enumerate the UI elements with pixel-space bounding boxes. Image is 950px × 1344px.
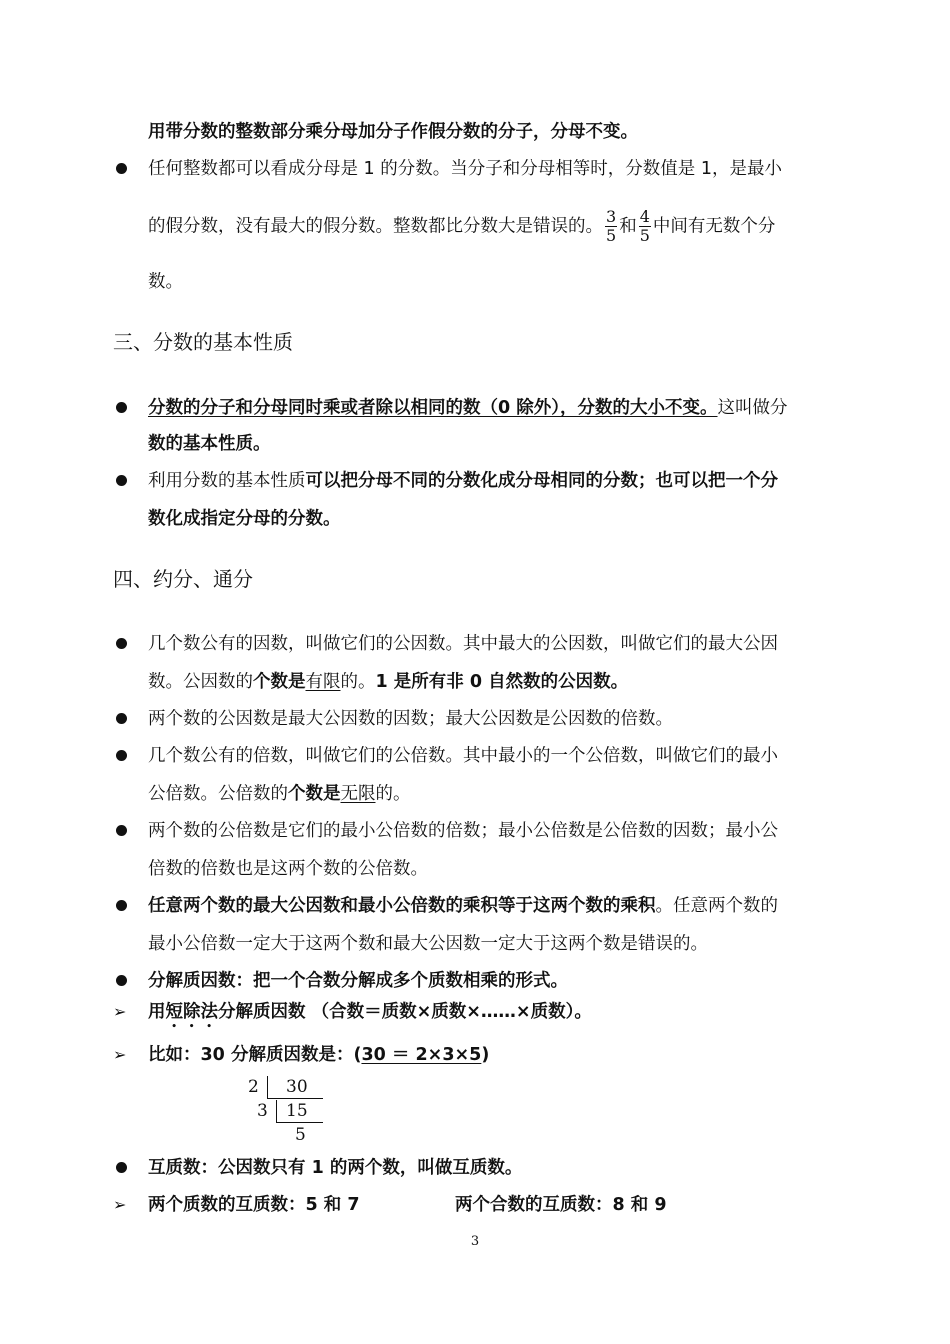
division-quotient: 5 bbox=[295, 1125, 306, 1145]
text-segment: 和 bbox=[619, 216, 637, 237]
text-segment: 的。 bbox=[340, 672, 376, 692]
text-line: 倍数的倍数也是这两个数的公倍数。 bbox=[148, 859, 428, 879]
fraction-numerator: 4 bbox=[639, 207, 650, 226]
text-segment: 公倍数。公倍数的 bbox=[148, 784, 288, 804]
text-line: 用带分数的整数部分乘分母加分子作假分数的分子，分母不变。 bbox=[148, 122, 638, 142]
text-line: 最小公倍数一定大于这两个数和最大公因数一定大于这两个数是错误的。 bbox=[148, 934, 708, 954]
text-line: 数的基本性质。 bbox=[148, 434, 271, 454]
arrow-bullet-icon: ➢ bbox=[113, 1002, 127, 1021]
bullet-icon bbox=[116, 475, 127, 486]
text-segment: 1 是所有非 0 自然数的公因数。 bbox=[375, 672, 629, 692]
text-segment: 个数是 bbox=[253, 672, 306, 692]
arrow-bullet-icon: ➢ bbox=[113, 1045, 127, 1064]
bullet-icon bbox=[116, 900, 127, 911]
text-segment: 个数是 bbox=[288, 784, 341, 804]
text-line bbox=[148, 670, 628, 694]
text-line: 分解质因数：把一个合数分解成多个质数相乘的形式。 bbox=[148, 971, 568, 991]
text-segment: 有限 bbox=[305, 672, 341, 692]
bullet-icon bbox=[116, 402, 127, 413]
arrow-bullet-icon: ➢ bbox=[113, 1195, 127, 1214]
section-heading: 四、约分、通分 bbox=[113, 567, 253, 591]
bullet-icon bbox=[116, 750, 127, 761]
text-segment: 30 ＝ 2×3×5 bbox=[361, 1045, 482, 1065]
bullet-icon bbox=[116, 163, 127, 174]
division-dividend: 15 bbox=[286, 1101, 308, 1121]
text-segment: 数。公因数的 bbox=[148, 672, 253, 692]
text-line: 两个合数的互质数：8 和 9 bbox=[455, 1195, 667, 1215]
text-line bbox=[148, 1043, 489, 1067]
division-line bbox=[276, 1122, 323, 1123]
text-segment: 的。 bbox=[375, 784, 411, 804]
text-line bbox=[148, 208, 775, 245]
division-divisor: 2 bbox=[248, 1077, 259, 1097]
text-line bbox=[148, 782, 411, 806]
text-line: 任何整数都可以看成分母是 1 的分数。当分子和分母相等时，分数值是 1，是最小 bbox=[148, 159, 782, 179]
text-line: 数。 bbox=[148, 272, 183, 292]
text-line: 数化成指定分母的分数。 bbox=[148, 509, 341, 529]
text-line: 两个质数的互质数：5 和 7 bbox=[148, 1195, 360, 1215]
division-divisor: 3 bbox=[257, 1101, 268, 1121]
text-segment: 任意两个数的最大公因数和最小公倍数的乘积等于这两个数的乘积 bbox=[148, 896, 656, 916]
bullet-icon bbox=[116, 638, 127, 649]
text-line: 两个数的公倍数是它们的最小公倍数的倍数；最小公倍数是公倍数的因数；最小公 bbox=[148, 821, 778, 841]
division-bar bbox=[276, 1100, 277, 1122]
text-segment: 无限 bbox=[340, 784, 376, 804]
fraction-four-fifths bbox=[639, 208, 651, 245]
text-line bbox=[148, 1000, 592, 1032]
text-line: 互质数：公因数只有 1 的两个数，叫做互质数。 bbox=[148, 1158, 523, 1178]
text-segment: 用 bbox=[148, 1002, 166, 1022]
fraction-numerator: 3 bbox=[606, 207, 617, 226]
text-line: 几个数公有的倍数，叫做它们的公倍数。其中最小的一个公倍数，叫做它们的最小 bbox=[148, 746, 778, 766]
fraction-three-fifths bbox=[605, 208, 617, 245]
text-segment: 比如：30 分解质因数是：( bbox=[148, 1045, 362, 1065]
section-heading: 三、分数的基本性质 bbox=[113, 330, 293, 354]
bullet-icon bbox=[116, 1162, 127, 1173]
text-segment: 可以把分母不同的分数化成分母相同的分数；也可以把一个分 bbox=[305, 471, 778, 491]
bullet-icon bbox=[116, 713, 127, 724]
fraction-denominator: 5 bbox=[639, 226, 650, 245]
text-line: 几个数公有的因数，叫做它们的公因数。其中最大的公因数，叫做它们的最大公因 bbox=[148, 634, 778, 654]
text-segment: 这叫做分 bbox=[717, 398, 788, 418]
division-bar bbox=[267, 1076, 268, 1098]
text-segment: 分数的分子和分母同时乘或者除以相同的数（0 除外），分数的大小不变。 bbox=[148, 398, 718, 418]
text-segment: 分解质因数 （合数＝质数×质数×……×质数）。 bbox=[218, 1002, 592, 1022]
text-segment: ) bbox=[481, 1045, 490, 1065]
bullet-icon bbox=[116, 825, 127, 836]
text-line bbox=[148, 894, 778, 918]
text-segment: 利用分数的基本性质 bbox=[148, 471, 306, 491]
page-number: 3 bbox=[470, 1234, 480, 1249]
text-line bbox=[148, 396, 788, 420]
text-segment: 的假分数，没有最大的假分数。整数都比分数大是错误的。 bbox=[148, 216, 603, 237]
fraction-denominator: 5 bbox=[606, 226, 617, 245]
bullet-icon bbox=[116, 975, 127, 986]
text-segment: 。任意两个数的 bbox=[655, 896, 778, 916]
text-segment: 中间有无数个分 bbox=[652, 216, 776, 237]
text-line: 两个数的公因数是最大公因数的因数；最大公因数是公因数的倍数。 bbox=[148, 709, 673, 729]
text-line bbox=[148, 469, 778, 493]
text-segment: 短除法 bbox=[165, 1002, 218, 1022]
division-dividend: 30 bbox=[286, 1077, 308, 1097]
